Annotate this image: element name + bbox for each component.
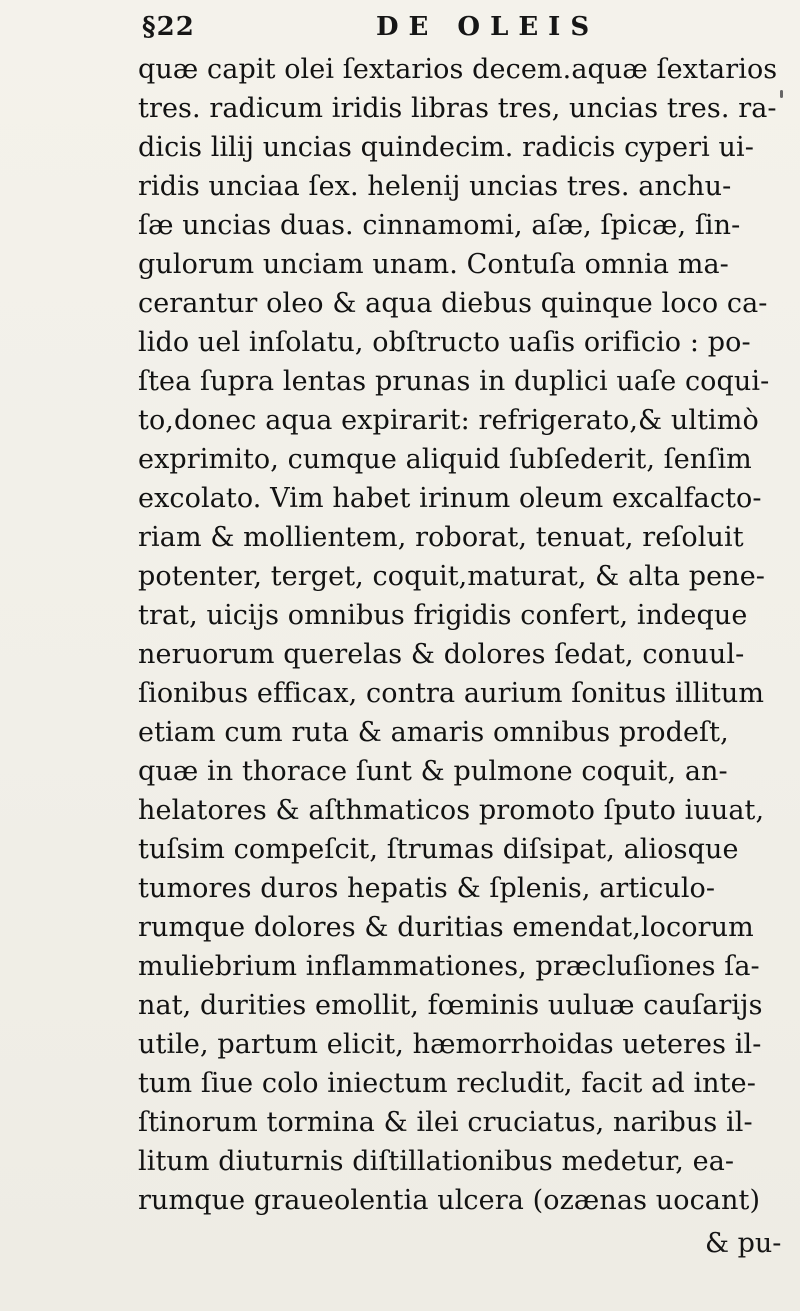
- text-line-8: lido uel inſolatu, obſtructo uaſis orificio : po-: [138, 327, 751, 358]
- text-line-9: ſtea ſupra lentas prunas in duplici uaſe coqui-: [138, 366, 770, 397]
- running-head: DE OLEIS: [376, 12, 600, 42]
- text-line-25: nat, durities emollit, fœminis uuluæ cauſarijs: [138, 990, 763, 1021]
- page-number: §22: [142, 12, 195, 42]
- text-line-13: riam & mollientem, roborat, tenuat, reſoluit: [138, 522, 744, 553]
- text-line-12: excolato. Vim habet irinum oleum excalfacto-: [138, 483, 762, 514]
- text-line-19: quæ in thorace ſunt & pulmone coquit, an-: [138, 756, 728, 787]
- text-line-29: litum diuturnis diſtillationibus medetur, ea-: [138, 1146, 735, 1177]
- text-line-2: tres. radicum iridis libras tres, uncias tres. ra-: [138, 93, 777, 124]
- text-line-1: quæ capit olei ſextarios decem.aquæ ſextarios: [138, 54, 778, 85]
- text-line-28: ſtinorum tormina & ilei cruciatus, naribus il-: [138, 1107, 753, 1138]
- text-line-10: to,donec aqua expirarit: refrigerato,& ultimò: [138, 405, 759, 436]
- text-line-20: helatores & aſthmaticos promoto ſputo iuuat,: [138, 795, 765, 826]
- text-line-4: ridis unciaa ſex. helenij uncias tres. anchu-: [138, 171, 732, 202]
- text-line-17: ſionibus efficax, contra aurium ſonitus illitum: [138, 678, 765, 709]
- text-line-7: cerantur oleo & aqua diebus quinque loco ca-: [138, 288, 768, 319]
- catchword: & pu-: [705, 1228, 782, 1259]
- text-line-23: rumque dolores & duritias emendat,locorum: [138, 912, 754, 943]
- text-line-30: rumque graueolentia ulcera (ozænas uocant): [138, 1185, 761, 1216]
- text-line-26: utile, partum elicit, hæmorrhoidas ueteres il-: [138, 1029, 762, 1060]
- text-line-21: tuſsim compeſcit, ſtrumas diſsipat, aliosque: [138, 834, 739, 865]
- text-line-18: etiam cum ruta & amaris omnibus prodeſt,: [138, 717, 729, 748]
- margin-mark: [780, 90, 783, 98]
- text-line-24: muliebrium inflammationes, præcluſiones ſa-: [138, 951, 760, 982]
- text-line-11: exprimito, cumque aliquid ſubſederit, ſenſim: [138, 444, 752, 475]
- text-line-27: tum ſiue colo iniectum recludit, facit ad inte-: [138, 1068, 756, 1099]
- text-line-5: ſæ uncias duas. cinnamomi, aſæ, ſpicæ, ſin-: [138, 210, 741, 241]
- text-line-22: tumores duros hepatis & ſplenis, articulo-: [138, 873, 716, 904]
- text-line-14: potenter, terget, coquit,maturat, & alta pene-: [138, 561, 766, 592]
- text-line-3: dicis lilij uncias quindecim. radicis cyperi ui-: [138, 132, 754, 163]
- text-line-15: trat, uicijs omnibus frigidis confert, indeque: [138, 600, 748, 631]
- text-line-16: neruorum querelas & dolores ſedat, conuul-: [138, 639, 745, 670]
- text-line-6: gulorum unciam unam. Contuſa omnia ma-: [138, 249, 729, 280]
